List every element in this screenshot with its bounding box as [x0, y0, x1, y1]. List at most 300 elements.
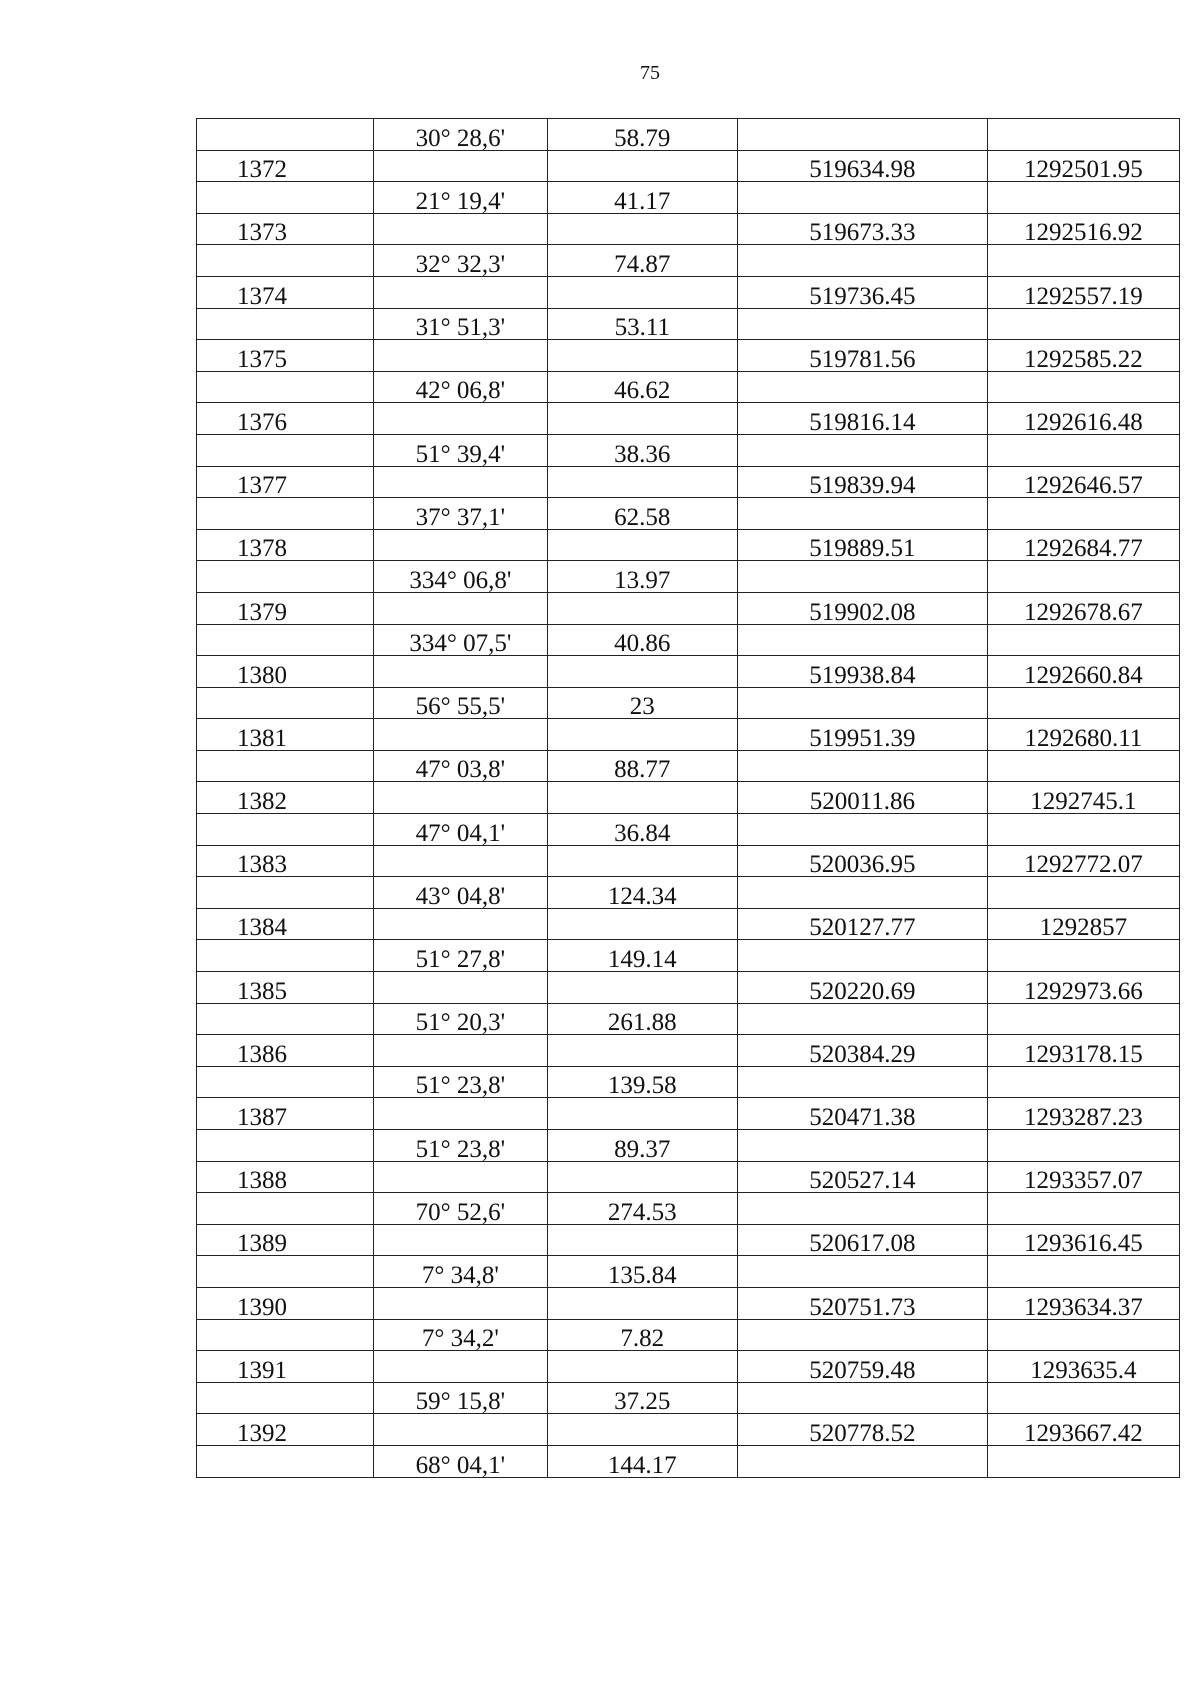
table-row	[197, 1382, 1180, 1414]
y-coordinate-cell	[987, 308, 1179, 340]
point-number-cell	[197, 1445, 374, 1477]
point-number-cell	[197, 182, 374, 214]
distance-cell-text: 149.14	[607, 946, 677, 974]
bearing-angle-cell	[374, 814, 547, 846]
distance-cell-text: 53.11	[614, 314, 670, 342]
bearing-angle-cell-text: 21° 19,4'	[415, 187, 506, 215]
table-row	[197, 877, 1180, 909]
distance-cell	[547, 1351, 737, 1383]
table-row	[197, 213, 1180, 245]
x-coordinate-cell-text: 519634.98	[809, 156, 916, 184]
bearing-angle-cell	[374, 561, 547, 593]
y-coordinate-cell-text: 1293635.4	[1030, 1356, 1137, 1384]
table-row	[197, 592, 1180, 624]
y-coordinate-cell-text: 1292680.11	[1024, 724, 1143, 752]
y-coordinate-cell	[987, 371, 1179, 403]
table-row	[197, 276, 1180, 308]
bearing-angle-cell	[374, 1066, 547, 1098]
distance-cell-text: 89.37	[614, 1135, 671, 1163]
bearing-angle-cell	[374, 371, 547, 403]
bearing-angle-cell	[374, 1382, 547, 1414]
table-row	[197, 1351, 1180, 1383]
point-number-cell-text: 1377	[237, 472, 287, 500]
y-coordinate-cell	[987, 1382, 1179, 1414]
distance-cell	[547, 624, 737, 656]
y-coordinate-cell	[987, 940, 1179, 972]
bearing-angle-cell	[374, 1319, 547, 1351]
bearing-angle-cell	[374, 1287, 547, 1319]
table-row	[197, 340, 1180, 372]
table-row	[197, 529, 1180, 561]
distance-cell	[547, 213, 737, 245]
bearing-angle-cell-text: 47° 03,8'	[415, 756, 506, 784]
x-coordinate-cell	[738, 403, 988, 435]
y-coordinate-cell-text: 1292585.22	[1023, 345, 1143, 373]
distance-cell-text: 62.58	[614, 503, 671, 531]
bearing-angle-cell	[374, 1224, 547, 1256]
bearing-angle-cell-text: 334° 06,8'	[409, 566, 512, 594]
x-coordinate-cell	[738, 1098, 988, 1130]
bearing-angle-cell	[374, 1351, 547, 1383]
x-coordinate-cell	[738, 1414, 988, 1446]
distance-cell	[547, 434, 737, 466]
x-coordinate-cell-text: 519781.56	[809, 345, 916, 373]
table-row	[197, 940, 1180, 972]
distance-cell	[547, 782, 737, 814]
point-number-cell-text: 1391	[237, 1356, 287, 1384]
table-row	[197, 845, 1180, 877]
y-coordinate-cell-text: 1292616.48	[1023, 408, 1143, 436]
table-row	[197, 1130, 1180, 1162]
bearing-angle-cell	[374, 340, 547, 372]
bearing-angle-cell	[374, 719, 547, 751]
x-coordinate-cell	[738, 624, 988, 656]
x-coordinate-cell-text: 519951.39	[809, 724, 916, 752]
y-coordinate-cell	[987, 1003, 1179, 1035]
point-number-cell	[197, 245, 374, 277]
distance-cell	[547, 150, 737, 182]
distance-cell-text: 144.17	[607, 1451, 677, 1479]
distance-cell	[547, 750, 737, 782]
point-number-cell-text: 1375	[237, 345, 287, 373]
y-coordinate-cell	[987, 1130, 1179, 1162]
distance-cell	[547, 1224, 737, 1256]
point-number-cell	[197, 1003, 374, 1035]
distance-cell	[547, 245, 737, 277]
x-coordinate-cell	[738, 687, 988, 719]
bearing-angle-cell	[374, 972, 547, 1004]
table-row	[197, 466, 1180, 498]
table-row	[197, 1445, 1180, 1477]
x-coordinate-cell	[738, 1351, 988, 1383]
page-number: 75	[640, 62, 660, 84]
table-row	[197, 561, 1180, 593]
bearing-angle-cell-text: 334° 07,5'	[409, 630, 512, 658]
table-row	[197, 624, 1180, 656]
y-coordinate-cell	[987, 592, 1179, 624]
bearing-angle-cell-text: 59° 15,8'	[415, 1388, 506, 1416]
point-number-cell	[197, 403, 374, 435]
y-coordinate-cell	[987, 1287, 1179, 1319]
distance-cell	[547, 814, 737, 846]
x-coordinate-cell	[738, 150, 988, 182]
y-coordinate-cell	[987, 434, 1179, 466]
table-row	[197, 434, 1180, 466]
x-coordinate-cell	[738, 1003, 988, 1035]
distance-cell	[547, 845, 737, 877]
x-coordinate-cell	[738, 276, 988, 308]
point-number-cell-text: 1383	[237, 851, 287, 879]
point-number-cell	[197, 213, 374, 245]
table-row	[197, 1066, 1180, 1098]
x-coordinate-cell	[738, 592, 988, 624]
point-number-cell-text: 1374	[237, 282, 287, 310]
x-coordinate-cell-text: 519889.51	[809, 535, 916, 563]
bearing-angle-cell-text: 30° 28,6'	[415, 124, 506, 152]
distance-cell-text: 36.84	[614, 819, 671, 847]
x-coordinate-cell-text: 520759.48	[809, 1356, 916, 1384]
bearing-angle-cell-text: 42° 06,8'	[415, 377, 506, 405]
distance-cell	[547, 656, 737, 688]
table-row	[197, 119, 1180, 151]
bearing-angle-cell	[374, 1193, 547, 1225]
distance-cell-text: 40.86	[614, 630, 671, 658]
x-coordinate-cell	[738, 371, 988, 403]
bearing-angle-cell-text: 7° 34,8'	[421, 1261, 499, 1289]
bearing-angle-cell	[374, 845, 547, 877]
y-coordinate-cell	[987, 877, 1179, 909]
distance-cell	[547, 119, 737, 151]
y-coordinate-cell	[987, 529, 1179, 561]
x-coordinate-cell-text: 519902.08	[809, 598, 916, 626]
distance-cell	[547, 1035, 737, 1067]
point-number-cell-text: 1385	[237, 977, 287, 1005]
point-number-cell	[197, 150, 374, 182]
distance-cell-text: 88.77	[614, 756, 671, 784]
point-number-cell-text: 1390	[237, 1293, 287, 1321]
table-row	[197, 1224, 1180, 1256]
y-coordinate-cell-text: 1292973.66	[1023, 977, 1143, 1005]
distance-cell	[547, 1066, 737, 1098]
table-row	[197, 656, 1180, 688]
y-coordinate-cell	[987, 245, 1179, 277]
table-row	[197, 1193, 1180, 1225]
bearing-angle-cell	[374, 1130, 547, 1162]
distance-cell	[547, 1287, 737, 1319]
point-number-cell	[197, 466, 374, 498]
distance-cell	[547, 498, 737, 530]
table-row	[197, 750, 1180, 782]
x-coordinate-cell	[738, 1382, 988, 1414]
x-coordinate-cell	[738, 1256, 988, 1288]
point-number-cell-text: 1387	[237, 1104, 287, 1131]
distance-cell-text: 46.62	[614, 377, 671, 405]
bearing-angle-cell	[374, 182, 547, 214]
distance-cell	[547, 1098, 737, 1130]
y-coordinate-cell	[987, 814, 1179, 846]
y-coordinate-cell	[987, 1098, 1179, 1130]
y-coordinate-cell-text: 1292660.84	[1023, 661, 1143, 689]
point-number-cell-text: 1378	[237, 535, 287, 563]
y-coordinate-cell-text: 1293616.45	[1023, 1230, 1143, 1258]
y-coordinate-cell	[987, 1224, 1179, 1256]
y-coordinate-cell	[987, 182, 1179, 214]
y-coordinate-cell	[987, 561, 1179, 593]
point-number-cell	[197, 1224, 374, 1256]
distance-cell-text: 58.79	[614, 124, 671, 152]
distance-cell	[547, 340, 737, 372]
x-coordinate-cell	[738, 1130, 988, 1162]
x-coordinate-cell	[738, 972, 988, 1004]
point-number-cell	[197, 877, 374, 909]
y-coordinate-cell-text: 1293667.42	[1023, 1419, 1143, 1447]
x-coordinate-cell-text: 520617.08	[809, 1230, 916, 1258]
bearing-angle-cell-text: 43° 04,8'	[415, 882, 506, 910]
bearing-angle-cell	[374, 276, 547, 308]
point-number-cell	[197, 1414, 374, 1446]
distance-cell	[547, 940, 737, 972]
x-coordinate-cell	[738, 213, 988, 245]
bearing-angle-cell-text: 70° 52,6'	[415, 1198, 506, 1226]
distance-cell	[547, 1161, 737, 1193]
y-coordinate-cell-text: 1293634.37	[1023, 1293, 1143, 1321]
bearing-angle-cell	[374, 940, 547, 972]
x-coordinate-cell	[738, 434, 988, 466]
point-number-cell	[197, 1256, 374, 1288]
bearing-angle-cell-text: 51° 23,8'	[415, 1072, 506, 1100]
point-number-cell	[197, 276, 374, 308]
distance-cell	[547, 1003, 737, 1035]
x-coordinate-cell-text: 519839.94	[809, 472, 916, 500]
bearing-angle-cell-text: 37° 37,1'	[415, 503, 506, 531]
y-coordinate-cell	[987, 1319, 1179, 1351]
bearing-angle-cell	[374, 308, 547, 340]
y-coordinate-cell	[987, 719, 1179, 751]
bearing-angle-cell	[374, 1003, 547, 1035]
x-coordinate-cell	[738, 498, 988, 530]
distance-cell-text: 13.97	[614, 566, 671, 594]
y-coordinate-cell	[987, 1351, 1179, 1383]
bearing-angle-cell	[374, 150, 547, 182]
point-number-cell-text: 1379	[237, 598, 287, 626]
table-body	[197, 119, 1180, 1478]
bearing-angle-cell-text: 51° 27,8'	[415, 946, 506, 974]
table-row	[197, 1098, 1180, 1130]
point-number-cell	[197, 1287, 374, 1319]
y-coordinate-cell-text: 1292557.19	[1023, 282, 1143, 310]
y-coordinate-cell	[987, 687, 1179, 719]
x-coordinate-cell	[738, 1035, 988, 1067]
point-number-cell-text: 1373	[237, 219, 287, 247]
point-number-cell	[197, 1066, 374, 1098]
x-coordinate-cell	[738, 182, 988, 214]
bearing-angle-cell	[374, 119, 547, 151]
y-coordinate-cell-text: 1292684.77	[1023, 535, 1143, 563]
point-number-cell	[197, 687, 374, 719]
table-row	[197, 498, 1180, 530]
y-coordinate-cell	[987, 1256, 1179, 1288]
x-coordinate-cell	[738, 1445, 988, 1477]
x-coordinate-cell-text: 520751.73	[809, 1293, 916, 1321]
distance-cell	[547, 877, 737, 909]
x-coordinate-cell	[738, 656, 988, 688]
distance-cell	[547, 403, 737, 435]
bearing-angle-cell	[374, 687, 547, 719]
distance-cell-text: 139.58	[607, 1072, 677, 1100]
bearing-angle-cell	[374, 624, 547, 656]
x-coordinate-cell	[738, 750, 988, 782]
bearing-angle-cell	[374, 213, 547, 245]
distance-cell-text: 38.36	[614, 440, 671, 468]
y-coordinate-cell	[987, 276, 1179, 308]
x-coordinate-cell-text: 520384.29	[809, 1040, 916, 1068]
table-row	[197, 1287, 1180, 1319]
table-row	[197, 782, 1180, 814]
table-row	[197, 1414, 1180, 1446]
distance-cell	[547, 592, 737, 624]
distance-cell	[547, 182, 737, 214]
y-coordinate-cell	[987, 1445, 1179, 1477]
point-number-cell-text: 1388	[237, 1167, 287, 1195]
x-coordinate-cell-text: 520036.95	[809, 851, 916, 879]
distance-cell	[547, 276, 737, 308]
y-coordinate-cell	[987, 750, 1179, 782]
x-coordinate-cell-text: 520527.14	[809, 1167, 916, 1195]
x-coordinate-cell-text: 519673.33	[809, 219, 916, 247]
y-coordinate-cell-text: 1293178.15	[1023, 1040, 1143, 1068]
y-coordinate-cell	[987, 845, 1179, 877]
y-coordinate-cell-text: 1292501.95	[1023, 156, 1143, 184]
table-row	[197, 1319, 1180, 1351]
x-coordinate-cell	[738, 340, 988, 372]
x-coordinate-cell	[738, 245, 988, 277]
distance-cell-text: 135.84	[607, 1261, 677, 1289]
x-coordinate-cell	[738, 561, 988, 593]
bearing-angle-cell	[374, 245, 547, 277]
point-number-cell-text: 1380	[237, 661, 287, 689]
point-number-cell	[197, 371, 374, 403]
distance-cell	[547, 466, 737, 498]
y-coordinate-cell-text: 1292857	[1039, 914, 1128, 942]
distance-cell-text: 124.34	[607, 882, 677, 910]
bearing-angle-cell	[374, 1098, 547, 1130]
x-coordinate-cell	[738, 940, 988, 972]
x-coordinate-cell	[738, 908, 988, 940]
distance-cell	[547, 687, 737, 719]
bearing-angle-cell	[374, 877, 547, 909]
y-coordinate-cell-text: 1292772.07	[1023, 851, 1143, 879]
x-coordinate-cell	[738, 529, 988, 561]
point-number-cell-text: 1381	[237, 724, 287, 752]
bearing-angle-cell	[374, 908, 547, 940]
point-number-cell-text: 1386	[237, 1040, 287, 1068]
x-coordinate-cell	[738, 845, 988, 877]
table-row	[197, 308, 1180, 340]
bearing-angle-cell	[374, 498, 547, 530]
bearing-angle-cell	[374, 529, 547, 561]
bearing-angle-cell-text: 47° 04,1'	[415, 819, 506, 847]
table-row	[197, 687, 1180, 719]
distance-cell	[547, 1382, 737, 1414]
point-number-cell	[197, 1319, 374, 1351]
x-coordinate-cell	[738, 877, 988, 909]
distance-cell	[547, 1256, 737, 1288]
bearing-angle-cell-text: 31° 51,3'	[415, 314, 506, 342]
point-number-cell	[197, 119, 374, 151]
y-coordinate-cell	[987, 1066, 1179, 1098]
table-row	[197, 150, 1180, 182]
distance-cell-text: 261.88	[607, 1009, 677, 1037]
point-number-cell-text: 1372	[237, 156, 287, 184]
point-number-cell	[197, 434, 374, 466]
point-number-cell	[197, 814, 374, 846]
distance-cell	[547, 908, 737, 940]
bearing-angle-cell	[374, 782, 547, 814]
distance-cell	[547, 561, 737, 593]
x-coordinate-cell-text: 520011.86	[809, 788, 916, 816]
point-number-cell	[197, 908, 374, 940]
x-coordinate-cell	[738, 1161, 988, 1193]
bearing-angle-cell	[374, 592, 547, 624]
point-number-cell	[197, 1161, 374, 1193]
point-number-cell	[197, 498, 374, 530]
x-coordinate-cell	[738, 1224, 988, 1256]
x-coordinate-cell	[738, 119, 988, 151]
distance-cell	[547, 308, 737, 340]
bearing-angle-cell	[374, 1256, 547, 1288]
table-row	[197, 1256, 1180, 1288]
y-coordinate-cell-text: 1292646.57	[1023, 472, 1143, 500]
bearing-angle-cell-text: 51° 20,3'	[415, 1009, 506, 1037]
point-number-cell	[197, 624, 374, 656]
point-number-cell	[197, 308, 374, 340]
bearing-angle-cell-text: 68° 04,1'	[415, 1451, 506, 1479]
point-number-cell	[197, 340, 374, 372]
point-number-cell-text: 1382	[237, 788, 287, 816]
x-coordinate-cell-text: 520778.52	[809, 1419, 916, 1447]
x-coordinate-cell	[738, 814, 988, 846]
x-coordinate-cell	[738, 466, 988, 498]
y-coordinate-cell	[987, 466, 1179, 498]
table-row	[197, 908, 1180, 940]
point-number-cell	[197, 1193, 374, 1225]
x-coordinate-cell-text: 520220.69	[809, 977, 916, 1005]
y-coordinate-cell	[987, 782, 1179, 814]
distance-cell	[547, 1445, 737, 1477]
x-coordinate-cell-text: 519816.14	[809, 408, 916, 436]
point-number-cell	[197, 1351, 374, 1383]
y-coordinate-cell-text: 1292745.1	[1030, 788, 1137, 816]
y-coordinate-cell-text: 1292516.92	[1023, 219, 1143, 247]
distance-cell	[547, 1130, 737, 1162]
point-number-cell	[197, 1035, 374, 1067]
y-coordinate-cell	[987, 972, 1179, 1004]
point-number-cell	[197, 561, 374, 593]
distance-cell-text: 37.25	[614, 1388, 671, 1416]
y-coordinate-cell	[987, 213, 1179, 245]
y-coordinate-cell-text: 1293287.23	[1023, 1104, 1143, 1131]
table-row	[197, 1035, 1180, 1067]
y-coordinate-cell	[987, 498, 1179, 530]
table-row	[197, 972, 1180, 1004]
bearing-angle-cell	[374, 1445, 547, 1477]
bearing-angle-cell-text: 51° 39,4'	[415, 440, 506, 468]
table-row	[197, 403, 1180, 435]
y-coordinate-cell	[987, 656, 1179, 688]
bearing-angle-cell	[374, 1414, 547, 1446]
table-row	[197, 719, 1180, 751]
coordinates-table	[196, 118, 1180, 1478]
